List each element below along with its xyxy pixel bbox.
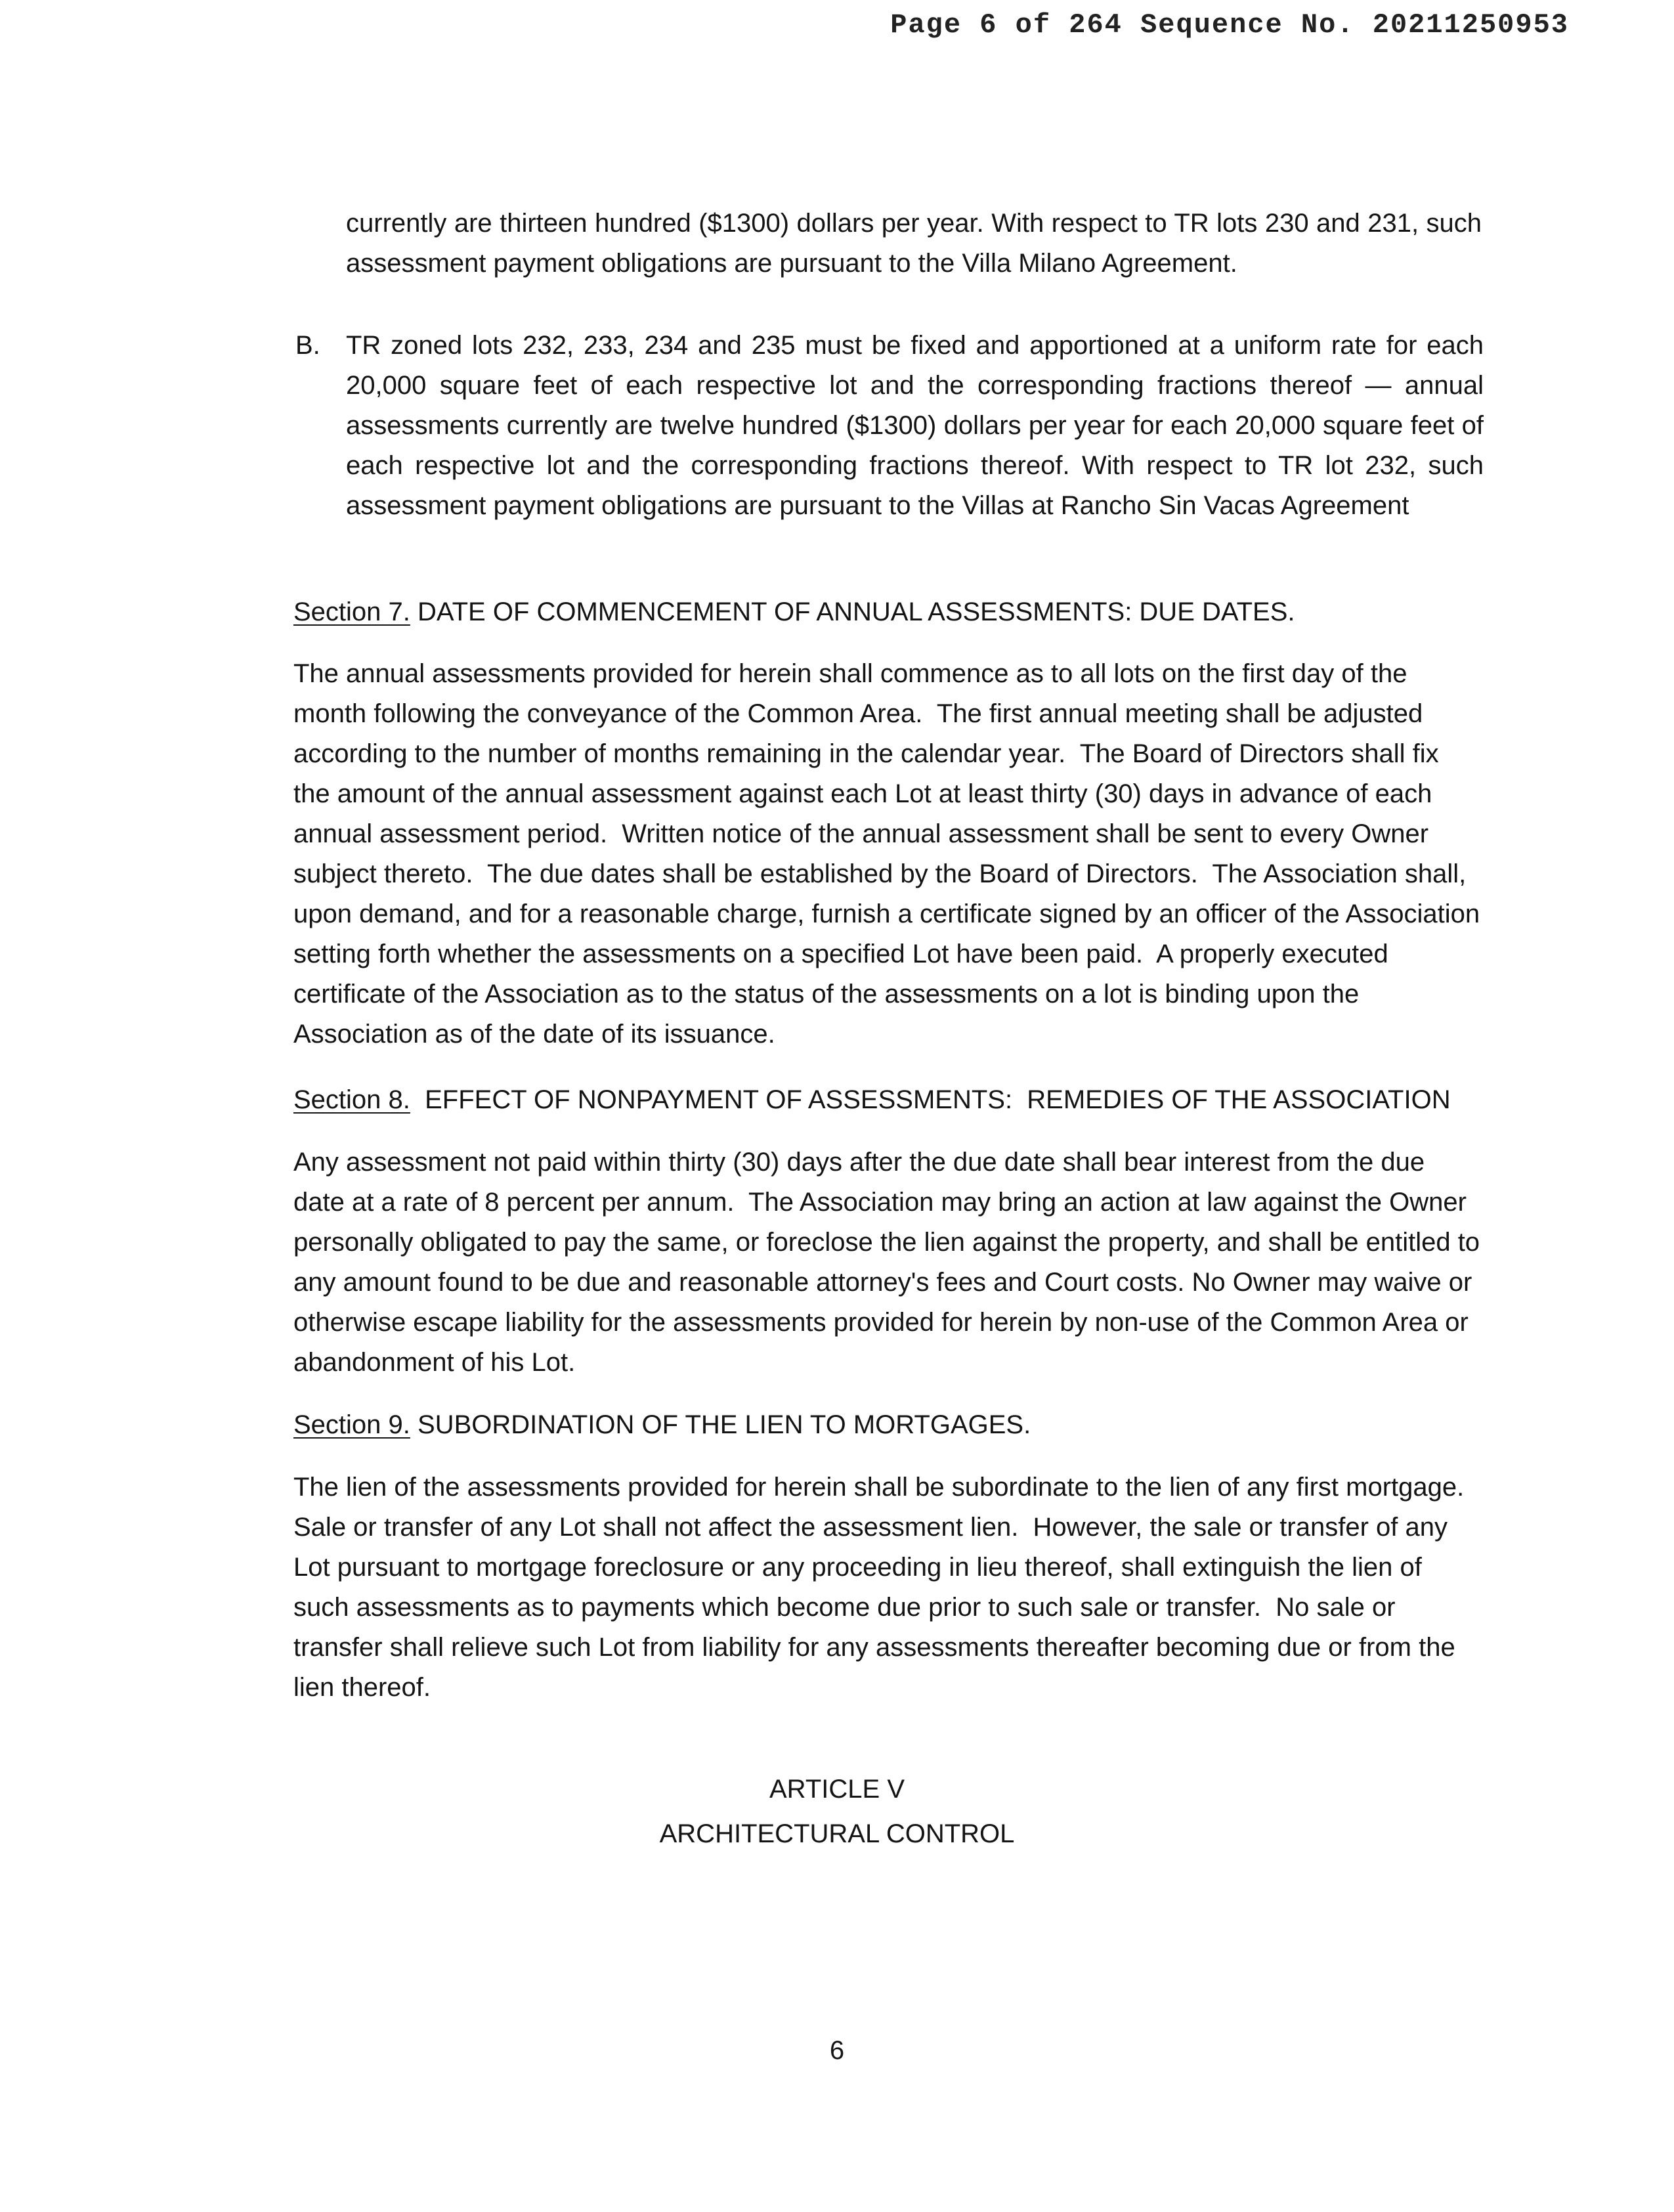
recording-stamp: Page 6 of 264 Sequence No. 20211250953: [890, 9, 1569, 41]
section-9-heading: [293, 1405, 1482, 1445]
article-title: ARCHITECTURAL CONTROL: [659, 1819, 1015, 1848]
section-8-number: Section 8.: [293, 1085, 410, 1114]
page-number: 6: [829, 2036, 845, 2065]
section-7-number: Section 7.: [293, 597, 410, 626]
section-8-heading: [293, 1080, 1482, 1120]
section-7-heading: [293, 592, 1482, 632]
section-8-title: EFFECT OF NONPAYMENT OF ASSESSMENTS: REMEDIES OF THE ASSOCIATION: [410, 1085, 1451, 1114]
section-7-body: The annual assessments provided for herein shall commence as to all lots on the first day of the month following the conveyance of the Common Area. The first annual meeting shall be adjusted according to the number of months remaining in the calendar year. The Board of Directors shall fix the amount of the annual assessment against each Lot at least thirty (30) days in advance of each annual assessment period. Written notice of the annual assessment shall be sent to every Owner subject thereto. The due dates shall be established by the Board of Directors. The Association shall, upon demand, and for a reasonable charge, furnish a certificate signed by an officer of the Association setting forth whether the assessments on a specified Lot have been paid. A properly executed certificate of the Association as to the status of the assessments on a lot is binding upon the Association as of the date of its issuance.: [293, 659, 1488, 1049]
section-8-body: Any assessment not paid within thirty (30) days after the due date shall bear interest from the due date at a rate of 8 percent per annum. The Association may bring an action at law against the Owner personally obligated to pay the same, or foreclose the lien against the property, and shall be entitled to any amount found to be due and reasonable attorney's fees and Court costs. No Owner may waive or otherwise escape liability for the assessments provided for herein by non-use of the Common Area or abandonment of his Lot.: [293, 1148, 1488, 1377]
section-9-title: SUBORDINATION OF THE LIEN TO MORTGAGES.: [410, 1410, 1031, 1439]
section-7-title: DATE OF COMMENCEMENT OF ANNUAL ASSESSMENTS: DUE DATES.: [410, 597, 1295, 626]
article-heading: ARTICLE V: [769, 1775, 905, 1804]
list-item-label: B.: [295, 331, 320, 360]
list-item-text: TR zoned lots 232, 233, 234 and 235 must be fixed and apportioned at a uniform rate for each 20,000 square feet of each respective lot and the corresponding fractions thereof — annual assessments currently are twelve hundred ($1300) dollars per year for each 20,000 square feet of each respective lot and the corresponding fractions thereof. With respect to TR lot 232, such assessment payment obligations are pursuant to the Villas at Rancho Sin Vacas Agreement: [346, 331, 1484, 520]
section-9-number: Section 9.: [293, 1410, 410, 1439]
continuation-paragraph: currently are thirteen hundred ($1300) dollars per year. With respect to TR lots 230 and 231, such assessment payment obligations are pursuant to the Villa Milano Agreement.: [346, 209, 1482, 278]
section-9-body: The lien of the assessments provided for herein shall be subordinate to the lien of any first mortgage. Sale or transfer of any Lot shall not affect the assessment lien. However, the sale or transfer of any Lot pursuant to mortgage foreclosure or any proceeding in lieu thereof, shall extinguish the lien of such assessments as to payments which become due prior to such sale or transfer. No sale or transfer shall relieve such Lot from liability for any assessments thereafter becoming due or from the lien thereof.: [293, 1473, 1479, 1702]
